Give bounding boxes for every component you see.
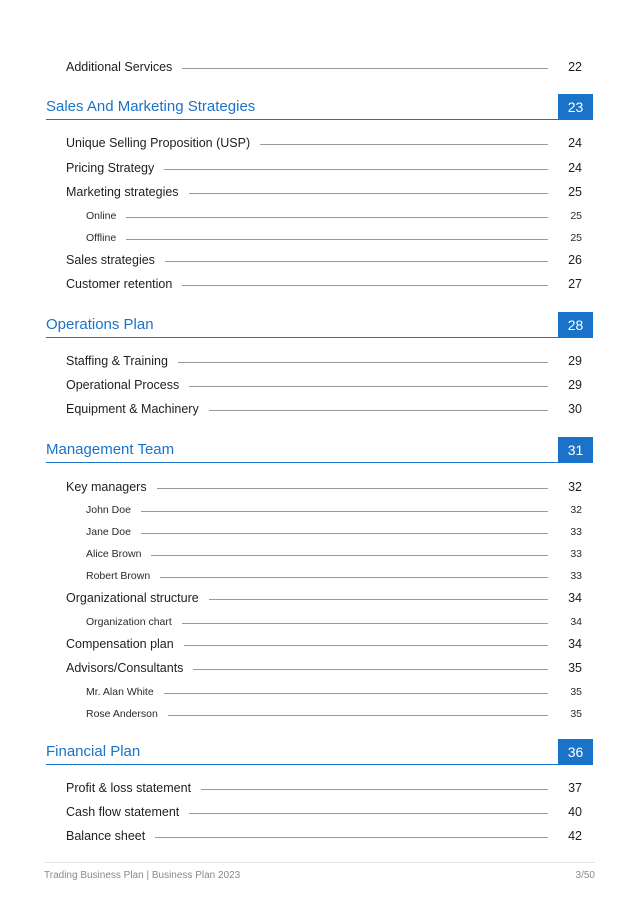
- toc-page-number: 33: [570, 570, 582, 582]
- toc-entry-pricing-strategy[interactable]: [66, 157, 582, 175]
- toc-page-number: 35: [570, 708, 582, 720]
- toc-page-number: 35: [568, 661, 582, 675]
- toc-page-number: 33: [570, 526, 582, 538]
- toc-entry-label: Advisors/Consultants: [66, 661, 184, 675]
- toc-entry-label: Jane Doe: [86, 526, 131, 538]
- toc-section-operations-plan[interactable]: [46, 312, 593, 338]
- toc-entry-label: Alice Brown: [86, 548, 142, 560]
- dotted-leader: [126, 217, 548, 218]
- toc-subentry-robert-brown[interactable]: [86, 566, 582, 582]
- dotted-leader: [189, 193, 548, 194]
- dotted-leader: [189, 386, 548, 387]
- toc-entry-usp[interactable]: [66, 132, 582, 150]
- toc-entry-label: Customer retention: [66, 277, 173, 291]
- toc-section-financial-plan[interactable]: [46, 739, 593, 765]
- toc-page-number: 22: [568, 60, 582, 74]
- toc-entry-label: Offline: [86, 232, 117, 244]
- page-footer: [44, 862, 595, 886]
- toc-page-number: 25: [570, 232, 582, 244]
- toc-entry-label: Operational Process: [66, 378, 180, 392]
- toc-entry-label: Key managers: [66, 480, 147, 494]
- footer-page-indicator: 3/50: [575, 870, 595, 881]
- toc-entry-key-managers[interactable]: [66, 476, 582, 494]
- toc-page-number: 34: [568, 637, 582, 651]
- toc-entry-additional-services[interactable]: [66, 56, 582, 74]
- toc-subentry-online[interactable]: [86, 206, 582, 222]
- toc-page-number: 26: [568, 253, 582, 267]
- toc-entry-label: Online: [86, 210, 117, 222]
- dotted-leader: [189, 813, 548, 814]
- dotted-leader: [182, 623, 548, 624]
- toc-subentry-john-doe[interactable]: [86, 500, 582, 516]
- toc-page-number: 37: [568, 781, 582, 795]
- toc-subentry-rose-anderson[interactable]: [86, 704, 582, 720]
- toc-entry-label: Rose Anderson: [86, 708, 158, 720]
- toc-subentry-alice-brown[interactable]: [86, 544, 582, 560]
- toc-subentry-organization-chart[interactable]: [86, 612, 582, 628]
- toc-entry-equipment-machinery[interactable]: [66, 398, 582, 416]
- toc-entry-label: Mr. Alan White: [86, 686, 154, 698]
- toc-entry-profit-loss[interactable]: [66, 777, 582, 795]
- dotted-leader: [155, 837, 548, 838]
- toc-entry-cash-flow[interactable]: [66, 801, 582, 819]
- dotted-leader: [193, 669, 548, 670]
- dotted-leader: [182, 68, 548, 69]
- toc-entry-label: Organizational structure: [66, 591, 199, 605]
- toc-page-number: 24: [568, 161, 582, 175]
- toc-page-number: 24: [568, 136, 582, 150]
- toc-page-number: 33: [570, 548, 582, 560]
- dotted-leader: [184, 645, 548, 646]
- section-page-badge: 23: [558, 94, 593, 119]
- toc-entry-advisors-consultants[interactable]: [66, 657, 582, 675]
- dotted-leader: [165, 261, 548, 262]
- toc-entry-label: Equipment & Machinery: [66, 402, 199, 416]
- section-title: Sales And Marketing Strategies: [46, 98, 256, 115]
- toc-page-number: 25: [568, 185, 582, 199]
- toc-entry-marketing-strategies[interactable]: [66, 181, 582, 199]
- toc-page-number: 32: [568, 480, 582, 494]
- footer-document-title: Trading Business Plan | Business Plan 2023: [44, 870, 241, 881]
- dotted-leader: [178, 362, 548, 363]
- toc-entry-sales-strategies[interactable]: [66, 249, 582, 267]
- dotted-leader: [209, 410, 548, 411]
- toc-page-number: 32: [570, 504, 582, 516]
- toc-entry-label: Compensation plan: [66, 637, 174, 651]
- toc-subentry-offline[interactable]: [86, 228, 582, 244]
- toc-page-number: 42: [568, 829, 582, 843]
- toc-entry-label: Sales strategies: [66, 253, 155, 267]
- dotted-leader: [209, 599, 548, 600]
- section-title: Management Team: [46, 441, 175, 458]
- section-title: Financial Plan: [46, 743, 141, 760]
- toc-entry-label: Organization chart: [86, 616, 172, 628]
- toc-entry-balance-sheet[interactable]: [66, 825, 582, 843]
- dotted-leader: [164, 169, 548, 170]
- dotted-leader: [168, 715, 548, 716]
- toc-page-number: 29: [568, 378, 582, 392]
- dotted-leader: [151, 555, 548, 556]
- toc-page-number: 27: [568, 277, 582, 291]
- toc-page-number: 34: [568, 591, 582, 605]
- toc-page-number: 25: [570, 210, 582, 222]
- section-page-badge: 28: [558, 312, 593, 337]
- section-page-badge: 36: [558, 739, 593, 764]
- toc-entry-operational-process[interactable]: [66, 374, 582, 392]
- toc-entry-label: John Doe: [86, 504, 131, 516]
- toc-page-number: 30: [568, 402, 582, 416]
- toc-entry-customer-retention[interactable]: [66, 273, 582, 291]
- toc-entry-label: Robert Brown: [86, 570, 151, 582]
- dotted-leader: [160, 577, 548, 578]
- dotted-leader: [182, 285, 548, 286]
- toc-section-sales-marketing[interactable]: [46, 94, 593, 120]
- dotted-leader: [164, 693, 548, 694]
- toc-page-number: 29: [568, 354, 582, 368]
- toc-entry-compensation-plan[interactable]: [66, 633, 582, 651]
- toc-subentry-alan-white[interactable]: [86, 682, 582, 698]
- toc-page-number: 40: [568, 805, 582, 819]
- toc-entry-label: Unique Selling Proposition (USP): [66, 136, 251, 150]
- toc-page-number: 34: [570, 616, 582, 628]
- toc-entry-label: Additional Services: [66, 60, 173, 74]
- toc-entry-label: Staffing & Training: [66, 354, 168, 368]
- toc-entry-label: Profit & loss statement: [66, 781, 192, 795]
- toc-entry-label: Cash flow statement: [66, 805, 180, 819]
- dotted-leader: [260, 144, 548, 145]
- toc-entry-staffing-training[interactable]: [66, 350, 582, 368]
- toc-entry-organizational-structure[interactable]: [66, 587, 582, 605]
- dotted-leader: [126, 239, 548, 240]
- toc-subentry-jane-doe[interactable]: [86, 522, 582, 538]
- toc-page-number: 35: [570, 686, 582, 698]
- dotted-leader: [141, 511, 548, 512]
- toc-entry-label: Pricing Strategy: [66, 161, 155, 175]
- section-page-badge: 31: [558, 437, 593, 462]
- dotted-leader: [157, 488, 548, 489]
- toc-entry-label: Marketing strategies: [66, 185, 179, 199]
- section-title: Operations Plan: [46, 316, 154, 333]
- toc-entry-label: Balance sheet: [66, 829, 146, 843]
- toc-section-management-team[interactable]: [46, 437, 593, 463]
- dotted-leader: [141, 533, 548, 534]
- dotted-leader: [201, 789, 548, 790]
